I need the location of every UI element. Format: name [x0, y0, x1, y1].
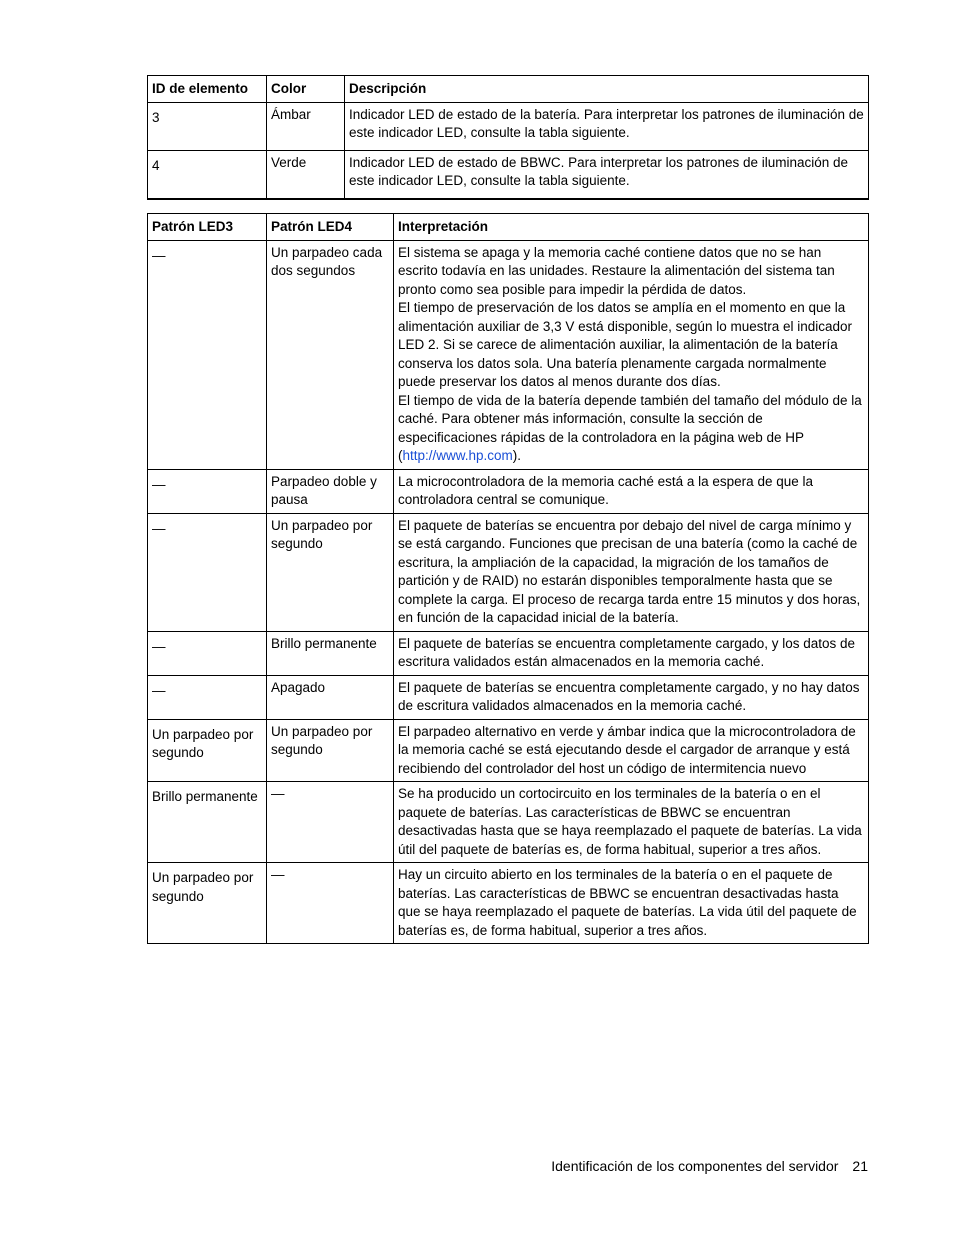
led3-pattern-cell — [148, 513, 267, 631]
column-header-led4: Patrón LED4 — [267, 214, 394, 241]
led4-pattern-cell: Un parpadeo por segundo — [267, 513, 394, 631]
page-footer — [551, 1158, 868, 1174]
led3-pattern-cell — [148, 469, 267, 513]
led4-pattern-cell: — — [267, 782, 394, 863]
table-row — [148, 782, 869, 863]
interpretation-cell: El paquete de baterías se encuentra completamente cargado, y los datos de escritura validados están almacenados en la memoria caché. — [394, 631, 869, 675]
description-cell: Indicador LED de estado de BBWC. Para interpretar los patrones de iluminación de este indicador LED, consulte la tabla siguiente. — [345, 150, 869, 199]
interpretation-cell: El parpadeo alternativo en verde y ámbar indica que la microcontroladora de la memoria caché se está ejecutando desde el cargador de arranque y está recibiendo del controlador del host un código de intermitencia nuevo — [394, 719, 869, 782]
table-row — [148, 469, 869, 513]
element-id: 4 — [152, 157, 160, 173]
led3-pattern: — — [152, 682, 166, 698]
description-cell: Indicador LED de estado de la batería. Para interpretar los patrones de iluminación de este indicador LED, consulte la tabla siguiente. — [345, 102, 869, 150]
color-cell: Verde — [267, 150, 345, 199]
led3-pattern-cell — [148, 719, 267, 782]
led4-pattern-cell: Apagado — [267, 675, 394, 719]
interpretation-cell: El paquete de baterías se encuentra completamente cargado, y no hay datos de escritura validados almacenados en la memoria caché. — [394, 675, 869, 719]
led3-pattern: Un parpadeo por segundo — [152, 870, 254, 904]
led3-pattern-cell — [148, 782, 267, 863]
element-id: 3 — [152, 109, 160, 125]
element-id-cell — [148, 150, 267, 199]
interpretation-paragraph — [398, 392, 864, 466]
column-header-id: ID de elemento — [148, 76, 267, 103]
element-id-table — [147, 75, 869, 200]
led4-pattern-cell: Un parpadeo cada dos segundos — [267, 240, 394, 469]
element-id-cell — [148, 102, 267, 150]
table-header-row — [148, 76, 869, 103]
led3-pattern-cell — [148, 631, 267, 675]
interpretation-cell: Se ha producido un cortocircuito en los terminales de la batería o en el paquete de baterías. Las características de BBWC se encuentran desactivadas hasta que se haya reemplazado el paquete de baterías. La vida útil del paquete de baterías es, de forma habitual, superior a tres años. — [394, 782, 869, 863]
column-header-description: Descripción — [345, 76, 869, 103]
led4-pattern-cell: Parpadeo doble y pausa — [267, 469, 394, 513]
interpretation-cell — [394, 240, 869, 469]
led3-pattern: — — [152, 638, 166, 654]
column-header-led3: Patrón LED3 — [148, 214, 267, 241]
interpretation-cell: El paquete de baterías se encuentra por debajo del nivel de carga mínimo y se está cargando. Funciones que precisan de una batería (como la caché de escritura, la ampliación de la capacidad, la migración de los tamaños de partición y de RAID) no estarán disponibles temporalmente hasta que se complete la carga. El proceso de recarga tarda entre 15 minutos y dos horas, en función de la capacidad inicial de la batería. — [394, 513, 869, 631]
table-row — [148, 631, 869, 675]
hp-website-link[interactable]: http://www.hp.com — [402, 448, 513, 463]
led3-pattern: — — [152, 520, 166, 536]
column-header-interpretation: Interpretación — [394, 214, 869, 241]
table-row — [148, 102, 869, 150]
interpretation-paragraph: El sistema se apaga y la memoria caché contiene datos que no se han escrito todavía en las unidades. Restaure la alimentación del sistema tan pronto como sea posible para impedir la pérdida de datos. — [398, 244, 835, 297]
table-header-row — [148, 214, 869, 241]
interpretation-paragraph: El tiempo de preservación de los datos se amplía en el momento en que la alimentación auxiliar de 3,3 V está disponible, según lo muestra el indicador LED 2. Si se carece de alimentación auxiliar, la alimentación de la batería conserva los datos sola. Una batería plenamente cargada normalmente puede preservar los datos al menos durante dos días. — [398, 300, 853, 389]
table-row — [148, 863, 869, 944]
led3-pattern: Un parpadeo por segundo — [152, 726, 254, 760]
led3-pattern-cell — [148, 240, 267, 469]
led3-pattern-cell — [148, 675, 267, 719]
paragraph-text-end: ). — [512, 448, 522, 463]
table-row — [148, 150, 869, 199]
table-row — [148, 719, 869, 782]
table-row — [148, 675, 869, 719]
led-pattern-table — [147, 213, 869, 944]
footer-section-title: Identificación de los componentes del servidor — [551, 1158, 839, 1174]
color-cell: Ámbar — [267, 102, 345, 150]
column-header-color: Color — [267, 76, 345, 103]
table-row — [148, 513, 869, 631]
table-row — [148, 240, 869, 469]
paragraph-text: El tiempo de vida de la batería depende también del tamaño del módulo de la caché. Para obtener más información, consulte la sección de especificaciones rápidas de la controladora en la página web de HP ( — [398, 392, 862, 463]
led3-pattern: — — [152, 247, 166, 263]
interpretation-cell: La microcontroladora de la memoria caché está a la espera de que la controladora central se comunique. — [394, 469, 869, 513]
interpretation-cell: Hay un circuito abierto en los terminales de la batería o en el paquete de baterías. Las características de BBWC se encuentran desactivadas hasta que se haya reemplazado el paquete de baterías. La vida útil del paquete de baterías es, de forma habitual, superior a tres años. — [394, 863, 869, 944]
led3-pattern: — — [152, 476, 166, 492]
led4-pattern-cell: — — [267, 863, 394, 944]
led3-pattern-cell — [148, 863, 267, 944]
led4-pattern-cell: Un parpadeo por segundo — [267, 719, 394, 782]
led3-pattern: Brillo permanente — [152, 789, 258, 804]
led4-pattern-cell: Brillo permanente — [267, 631, 394, 675]
page-number: 21 — [852, 1158, 868, 1174]
